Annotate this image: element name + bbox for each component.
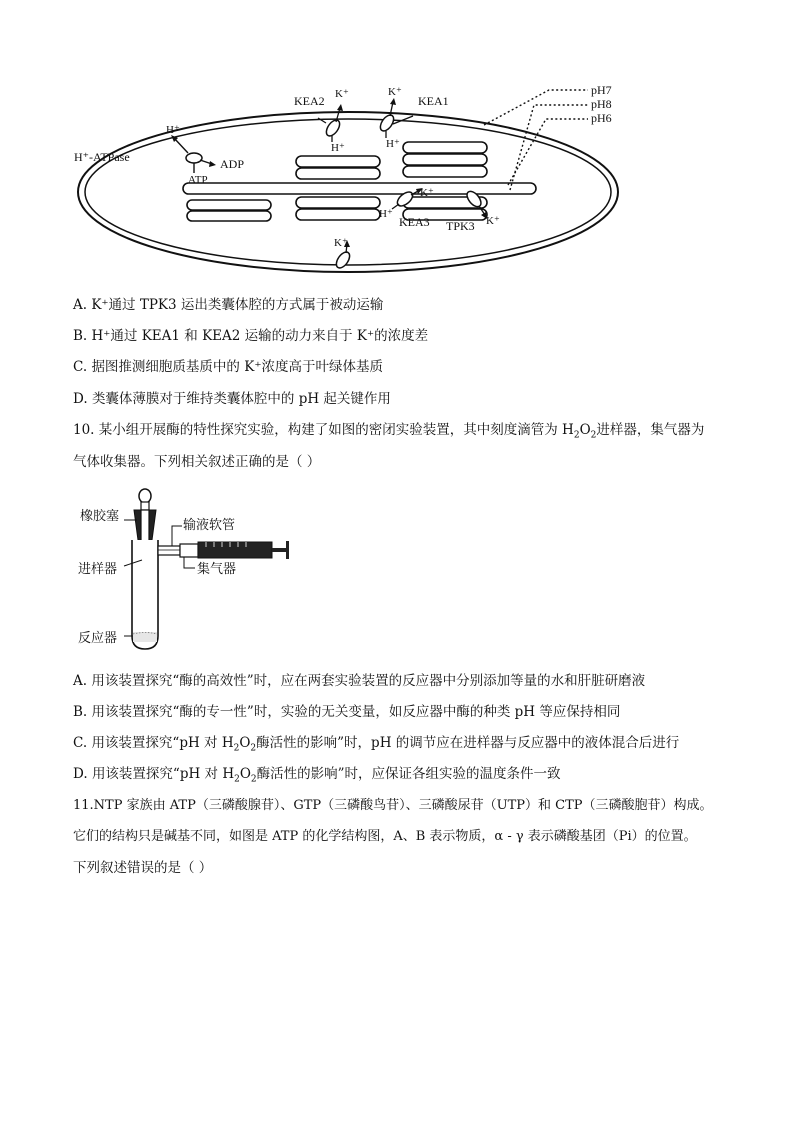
h-atpase-channel-icon [171,135,216,173]
kea1-label: KEA1 [418,94,449,108]
h-plus-label-kea3: H⁺ [379,208,393,220]
q10-option-c: C. 用该装置探究“pH 对 $H_2O_2$酶活性的影响”时，pH 的调节应在进样器与反应器中的液体混合后进行 [73,735,680,754]
ph6-label: pH6 [591,111,612,125]
kea2-transporter-icon [318,104,343,142]
q9-option-b: B. H⁺通过 KEA1 和 KEA2 运输的动力来自于 K⁺的浓度差 [73,328,429,344]
adp-label: ADP [220,157,245,171]
q9-option-a-text: K⁺通过 TPK3 运出类囊体腔的方式属于被动运输 [91,297,384,313]
q9-option-b-text: H⁺通过 KEA1 和 KEA2 运输的动力来自于 K⁺的浓度差 [91,328,429,344]
q10-stem-line2: 气体收集器。下列相关叙述正确的是（ ） [73,454,321,470]
dropper-bulb [139,489,151,503]
q10-option-b: B. 用该装置探究“酶的专一性”时，实验的无关变量，如反应器中酶的种类 pH 等应保持相同 [73,704,621,720]
q9-option-d-text: 类囊体薄膜对于维持类囊体腔中的 pH 起关键作用 [91,391,391,407]
k-plus-label-tpk3: K⁺ [486,215,500,227]
apparatus-diagram [74,484,294,656]
h-atpase-label: H⁺-ATPase [74,150,130,164]
h-plus-label-kea2: H⁺ [331,142,345,154]
granum-middle-upper [296,156,380,179]
q10-option-a-text: 用该装置探究“酶的高效性”时，应在两套实验装置的反应器中分别添加等量的水和肝脏研磨液 [91,673,646,689]
stroma-lamella [183,183,536,194]
granum-right-upper [403,142,487,177]
q10-stem-line1: 10. 某小组开展酶的特性探究实验，构建了如图的密闭实验装置，其中刻度滴管为 $H_2O_2$进样器，集气器为 [73,422,705,441]
atp-label: ATP [188,174,208,186]
q11-stem-line2: 它们的结构只是碱基不同，如图是 ATP 的化学结构图，A、B 表示物质，α - γ 表示磷酸基团（Pi）的位置。 [73,829,697,844]
q9-option-c-text: 据图推测细胞质基质中的 K⁺浓度高于叶绿体基质 [91,359,383,375]
rubber-stopper-label: 橡胶塞 [80,509,120,524]
k-plus-label-envelope: K⁺ [334,237,348,249]
q9-option-d: D. 类囊体薄膜对于维持类囊体腔中的 pH 起关键作用 [73,391,391,407]
q11-stem-line3: 下列叙述错误的是（ ） [73,860,213,876]
granum-middle-lower [296,197,380,220]
ph8-label: pH8 [591,97,612,111]
gas-collector-syringe [198,542,272,558]
h-plus-label-kea1: H⁺ [386,138,400,150]
q9-option-c: C. 据图推测细胞质基质中的 K⁺浓度高于叶绿体基质 [73,359,383,375]
k-plus-label-kea2: K⁺ [335,88,349,100]
q10-option-d-text: 用该装置探究“pH 对 $H_2O_2$酶活性的影响”时，应保证各组实验的温度条件一致 [91,766,561,785]
reactor-label: 反应器 [78,631,118,646]
infusion-tube [180,544,198,557]
injector-label: 进样器 [78,562,118,577]
q10-option-d: D. 用该装置探究“pH 对 $H_2O_2$酶活性的影响”时，应保证各组实验的温度条件一致 [73,766,561,785]
q11-stem-line1: 11.NTP 家族由 ATP（三磷酸腺苷）、GTP（三磷酸鸟苷）、三磷酸尿苷（UTP）和 CTP（三磷酸胞苷）构成。 [73,798,713,813]
q10-option-b-text: 用该装置探究“酶的专一性”时，实验的无关变量，如反应器中酶的种类 pH 等应保持相同 [91,704,621,720]
h-plus-label-1: H⁺ [166,124,180,136]
kea3-label: KEA3 [399,215,430,229]
tpk3-label: TPK3 [446,219,475,233]
granum-left-lower [187,200,271,221]
k-plus-label-kea1: K⁺ [388,86,402,98]
q10-option-c-text: 用该装置探究“pH 对 $H_2O_2$酶活性的影响”时，pH 的调节应在进样器与反应器中的液体混合后进行 [91,735,680,754]
q9-option-a: A. K⁺通过 TPK3 运出类囊体腔的方式属于被动运输 [73,297,384,313]
chloroplast-diagram [70,78,630,276]
k-plus-label-kea3: K⁺ [420,187,434,199]
infusion-tube-label: 输液软管 [183,518,236,533]
syringe-plunger-handle [286,541,289,559]
side-tube [158,546,180,555]
ph7-label: pH7 [591,83,612,97]
ph-leader-lines [484,90,588,190]
kea2-label: KEA2 [294,94,325,108]
kea1-transporter-icon [378,98,413,138]
q10-option-a: A. 用该装置探究“酶的高效性”时，应在两套实验装置的反应器中分别添加等量的水和肝脏研磨液 [73,673,646,689]
gas-collector-label: 集气器 [197,562,237,577]
